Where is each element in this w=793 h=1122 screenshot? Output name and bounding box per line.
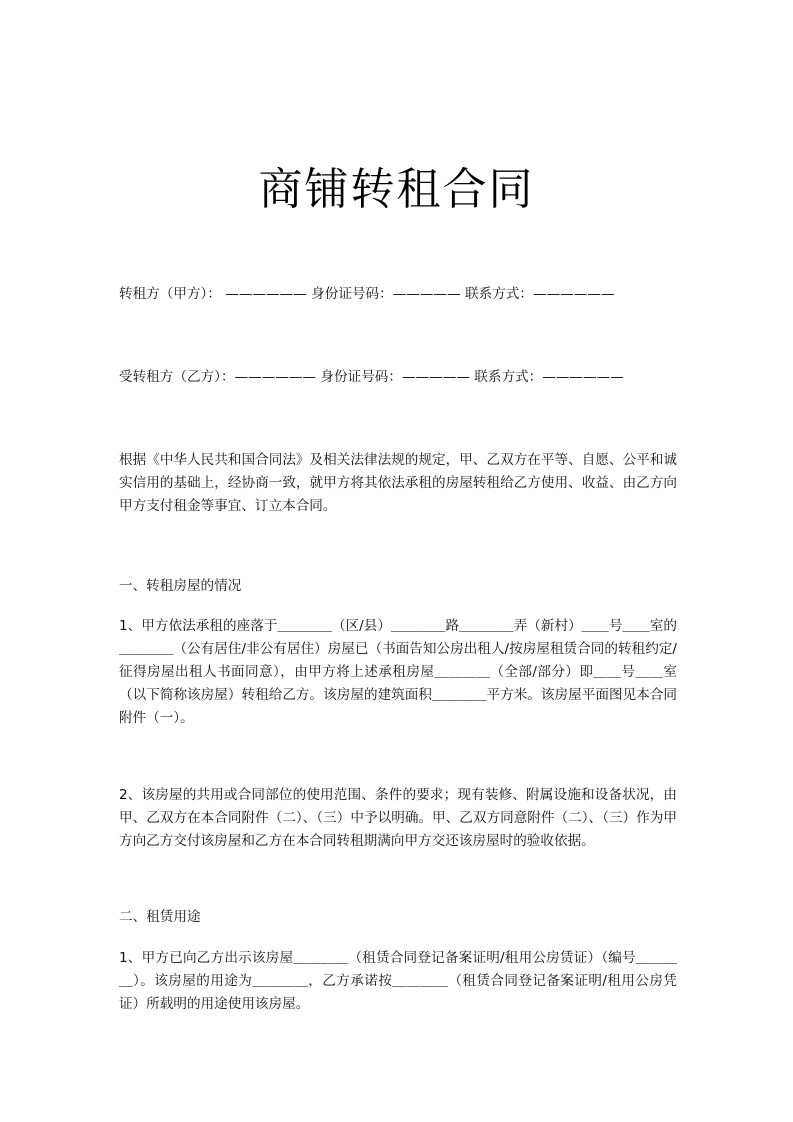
section-1-heading: 一、转租房屋的情况: [119, 578, 242, 594]
party-a-line: 转租方（甲方）： —————— 身份证号码：————— 联系方式：——————: [119, 286, 615, 302]
contract-title: 商铺转租合同: [258, 164, 535, 215]
section-1-item-1: 1、甲方依法承租的座落于＿＿＿＿（区/县）＿＿＿＿路＿＿＿＿弄（新村）＿＿号＿＿室的＿＿＿＿（公有居住/非公有居住）房屋已（书面告知公房出租人/按房屋租赁合同的转租约定/征得房屋出租人书面同意），由甲方将上述承租房屋＿＿＿＿（全部/部分）即＿＿号＿＿室（以下简称该房屋）转租给乙方。该房屋的建筑面积＿＿＿＿平方米。该房屋平面图见本合同附件（一）。: [119, 618, 677, 726]
preamble-paragraph: 根据《中华人民共和国合同法》及相关法律法规的规定，甲、乙双方在平等、自愿、公平和诚实信用的基础上，经协商一致，就甲方将其依法承租的房屋转租给乙方使用、收益、由乙方向甲方支付租金等事宜、订立本合同。: [119, 452, 677, 514]
section-1-item-2: 2、该房屋的共用或合同部位的使用范围、条件的要求；现有装修、附属设施和设备状况，由甲、乙双方在本合同附件（二）、（三）中予以明确。甲、乙双方同意附件（二）、（三）作为甲方向乙方交付该房屋和乙方在本合同转租期满向甲方交还该房屋时的验收依据。: [119, 787, 677, 849]
section-2-heading: 二、租赁用途: [119, 909, 201, 925]
section-2-item-1: 1、甲方已向乙方出示该房屋＿＿＿＿（租赁合同登记备案证明/租用公房赁证）（编号＿＿＿＿）。该房屋的用途为＿＿＿＿，乙方承诺按＿＿＿＿（租赁合同登记备案证明/租用公房凭证）所载明的用途使用该房屋。: [119, 950, 677, 1012]
party-b-line: 受转租方（乙方）：—————— 身份证号码：————— 联系方式：——————: [119, 369, 624, 385]
